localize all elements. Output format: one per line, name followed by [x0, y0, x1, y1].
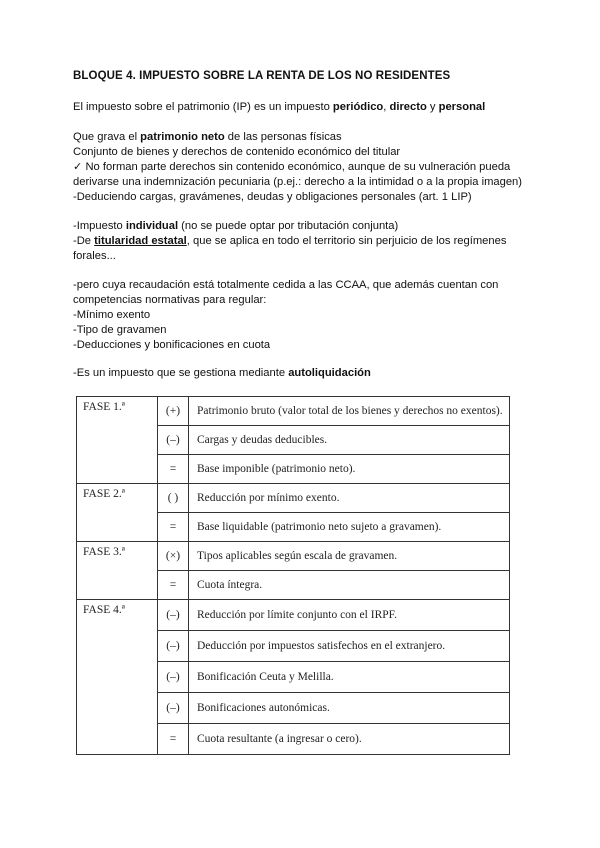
- operator-cell: =: [158, 571, 189, 600]
- description-cell: Reducción por mínimo exento.: [189, 484, 510, 513]
- operator-cell: ( ): [158, 484, 189, 513]
- description-cell: Base liquidable (patrimonio neto sujeto a gravamen).: [189, 513, 510, 542]
- cedida-line-2: competencias normativas para regular:: [73, 294, 267, 306]
- directo-bold: directo: [389, 101, 427, 113]
- fase-label: FASE 4.ª: [77, 600, 158, 755]
- individual-pre: -Impuesto: [73, 220, 126, 232]
- gestion-line: [73, 366, 371, 382]
- operator-cell: (–): [158, 662, 189, 693]
- description-cell: Patrimonio bruto (valor total de los bienes y derechos no exentos).: [189, 397, 510, 426]
- conjunto-line: Conjunto de bienes y derechos de contenido económico del titular: [73, 146, 401, 158]
- titularidad-bold: titularidad estatal: [94, 235, 187, 247]
- periodico-bold: periódico: [332, 101, 384, 113]
- operator-cell: (×): [158, 542, 189, 571]
- table-row: [77, 600, 510, 631]
- operator-cell: (–): [158, 631, 189, 662]
- table-row: [77, 484, 510, 513]
- check-line-2: derivarse una indemnización pecuniaria (p.ej.: derecho a la intimidad o a la propia imagen): [73, 176, 523, 188]
- table-row: [77, 397, 510, 426]
- description-cell: Cuota resultante (a ingresar o cero).: [189, 724, 510, 755]
- gestion-pre: -Es un impuesto que se gestiona mediante: [73, 367, 289, 379]
- check-line-1: ✓ No forman parte derechos sin contenido económico, aunque de su vulneración pueda: [73, 161, 511, 173]
- intro-paragraph: [73, 100, 485, 116]
- operator-cell: =: [158, 455, 189, 484]
- intro-and: y: [426, 101, 439, 113]
- grava-line: [73, 130, 342, 146]
- cedida-line-1: -pero cuya recaudación está totalmente cedida a las CCAA, que además cuentan con: [73, 279, 499, 291]
- fase-label: FASE 3.ª: [77, 542, 158, 600]
- description-cell: Base imponible (patrimonio neto).: [189, 455, 510, 484]
- list-item-tipo: -Tipo de gravamen: [73, 324, 167, 336]
- description-cell: Reducción por límite conjunto con el IRPF.: [189, 600, 510, 631]
- description-cell: Deducción por impuestos satisfechos en el extranjero.: [189, 631, 510, 662]
- operator-cell: (–): [158, 600, 189, 631]
- grava-text: Que grava el: [73, 131, 141, 143]
- grava-post: de las personas físicas: [224, 131, 342, 143]
- individual-line: [73, 219, 398, 235]
- description-cell: Cuota íntegra.: [189, 571, 510, 600]
- individual-bold: individual: [125, 220, 179, 232]
- intro-text: El impuesto sobre el patrimonio (IP) es un impuesto: [73, 101, 333, 113]
- operator-cell: =: [158, 724, 189, 755]
- forales-line: forales...: [73, 250, 116, 262]
- table-row: [77, 542, 510, 571]
- operator-cell: =: [158, 513, 189, 542]
- autoliquidacion-bold: autoliquidación: [288, 367, 371, 379]
- fases-table: [76, 396, 510, 755]
- document-title: BLOQUE 4. IMPUESTO SOBRE LA RENTA DE LOS NO RESIDENTES: [73, 70, 451, 82]
- operator-cell: (–): [158, 426, 189, 455]
- fase-label: FASE 2.ª: [77, 484, 158, 542]
- personal-bold: personal: [438, 101, 486, 113]
- description-cell: Tipos aplicables según escala de gravamen.: [189, 542, 510, 571]
- operator-cell: (+): [158, 397, 189, 426]
- operator-cell: (–): [158, 693, 189, 724]
- list-item-deducciones: -Deducciones y bonificaciones en cuota: [73, 339, 271, 351]
- description-cell: Cargas y deudas deducibles.: [189, 426, 510, 455]
- description-cell: Bonificación Ceuta y Melilla.: [189, 662, 510, 693]
- individual-post: (no se puede optar por tributación conjunta): [178, 220, 399, 232]
- description-cell: Bonificaciones autonómicas.: [189, 693, 510, 724]
- titularidad-post: , que se aplica en todo el territorio sin perjuicio de los regímenes: [186, 235, 507, 247]
- titularidad-line: [73, 234, 506, 250]
- intro-comma: ,: [383, 101, 390, 113]
- patrimonio-neto-bold: patrimonio neto: [140, 131, 225, 143]
- list-item-minimo: -Mínimo exento: [73, 309, 151, 321]
- titularidad-pre: -De: [73, 235, 95, 247]
- deduciendo-line: -Deduciendo cargas, gravámenes, deudas y obligaciones personales (art. 1 LIP): [73, 191, 472, 203]
- fase-label: FASE 1.ª: [77, 397, 158, 484]
